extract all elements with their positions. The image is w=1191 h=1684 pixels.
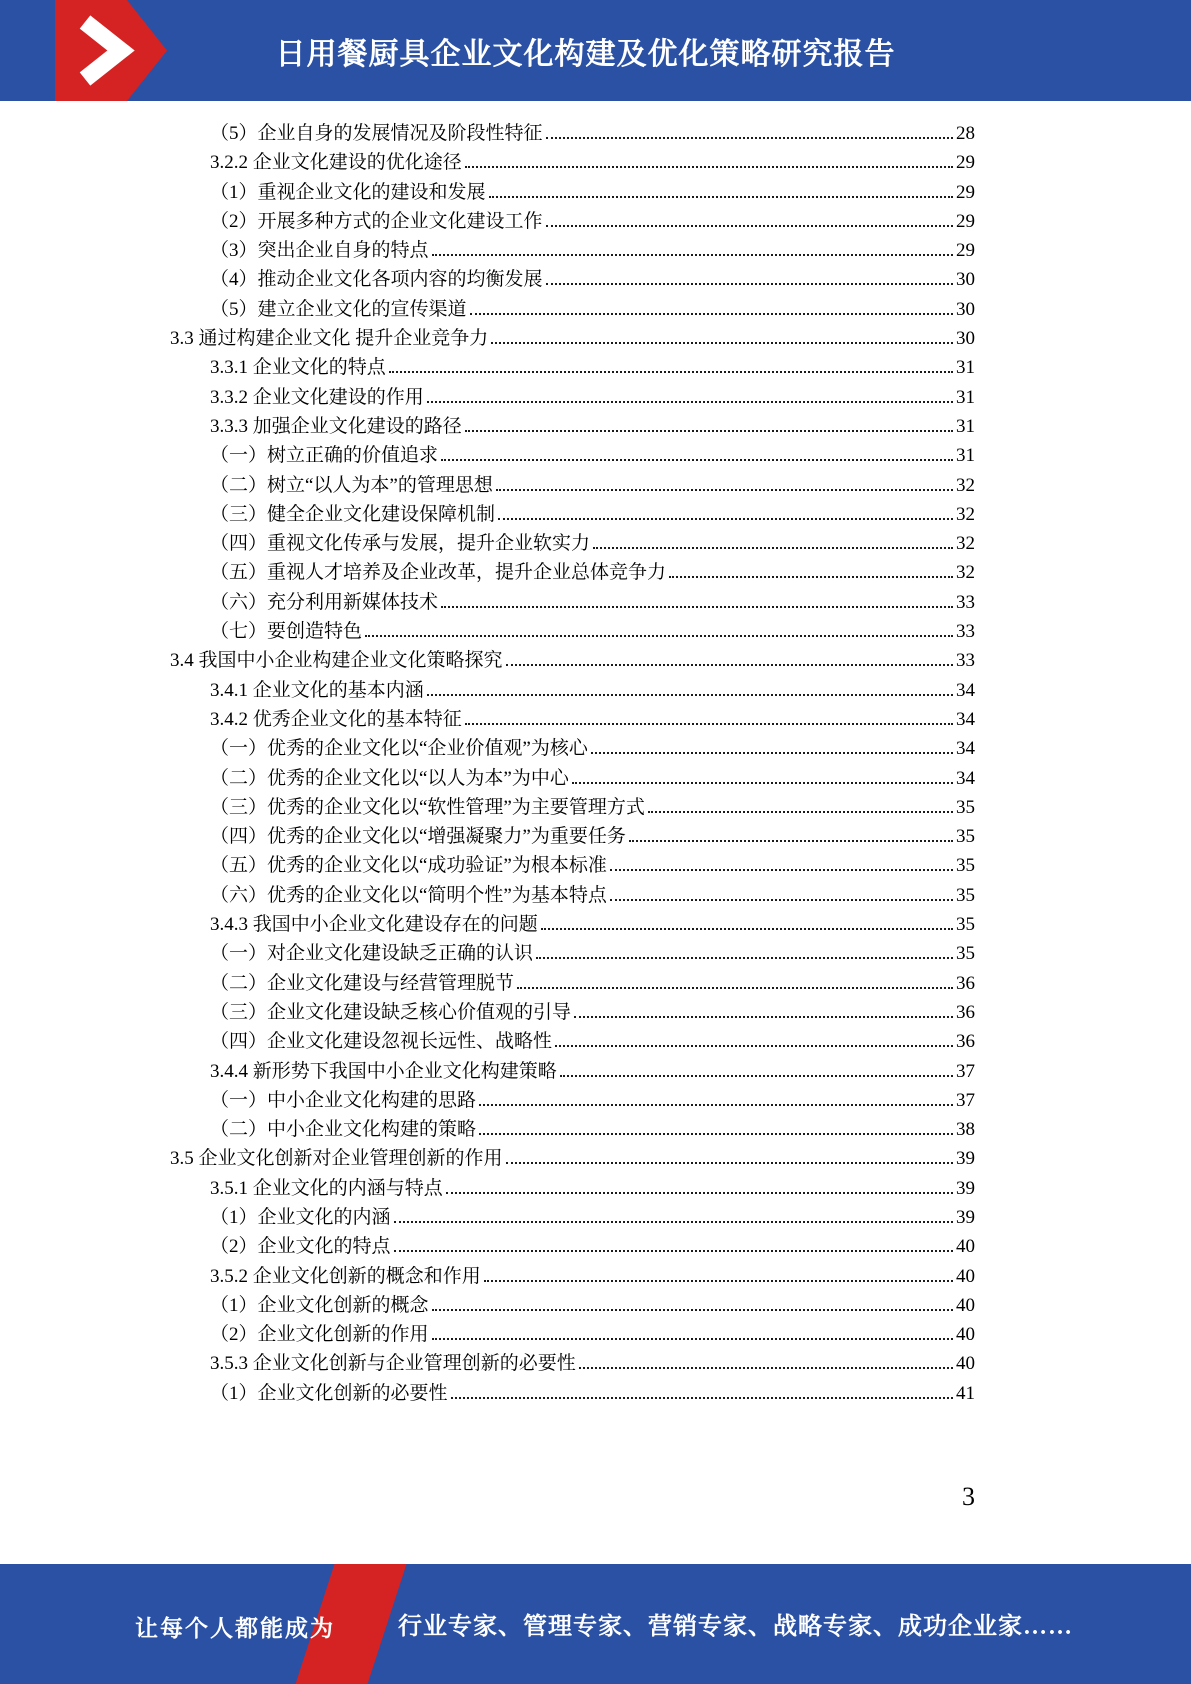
toc-dotted-leader: [610, 869, 953, 871]
toc-entry-label: （一）中小企业文化构建的思路: [210, 1089, 477, 1111]
toc-dotted-leader: [546, 137, 953, 139]
toc-dotted-leader: [465, 166, 953, 168]
toc-dotted-leader: [432, 1309, 953, 1311]
toc-entry: [170, 968, 975, 997]
report-title: 日用餐厨具企业文化构建及优化策略研究报告: [275, 37, 896, 71]
toc-dotted-leader: [579, 1367, 953, 1369]
toc-entry: [170, 206, 975, 235]
toc-entry: [170, 704, 975, 733]
toc-entry-page: 36: [956, 1031, 975, 1053]
toc-entry-page: 28: [956, 123, 975, 144]
toc-entry-page: 29: [956, 210, 975, 232]
toc-entry-page: 30: [956, 269, 975, 291]
toc-entry-label: （1）企业文化创新的概念: [210, 1294, 429, 1316]
toc-entry-label: 3.4.4 新形势下我国中小企业文化构建策略: [210, 1060, 557, 1082]
toc-entry-label: 3.4.3 我国中小企业文化建设存在的问题: [210, 914, 538, 936]
toc-entry: [170, 147, 975, 176]
toc-dotted-leader: [446, 1192, 953, 1194]
toc-dotted-leader: [470, 313, 953, 315]
toc-entry-label: 3.3.2 企业文化建设的作用: [210, 386, 424, 408]
toc-entry-label: （一）对企业文化建设缺乏正确的认识: [210, 943, 534, 965]
toc-dotted-leader: [389, 371, 953, 373]
toc-entry-page: 40: [956, 1353, 975, 1375]
toc-entry: [170, 1056, 975, 1085]
toc-entry-page: 35: [956, 855, 975, 877]
toc-entry: [170, 850, 975, 879]
toc-entry-page: 31: [956, 415, 975, 437]
toc-dotted-leader: [506, 664, 953, 666]
toc-entry: [170, 1085, 975, 1114]
toc-entry-label: （二）中小企业文化构建的策略: [210, 1119, 477, 1141]
toc-entry-label: （1）企业文化的内涵: [210, 1206, 391, 1228]
toc-entry-page: 39: [956, 1148, 975, 1170]
toc-entry-page: 34: [956, 738, 975, 760]
toc-entry-label: （四）优秀的企业文化以“增强凝聚力”为重要任务: [210, 826, 626, 848]
toc-entry-label: （七）要创造特色: [210, 621, 363, 643]
toc-dotted-leader: [572, 782, 953, 784]
toc-entry-page: 29: [956, 240, 975, 262]
toc-dotted-leader: [546, 283, 953, 285]
toc-dotted-leader: [491, 342, 953, 344]
toc-entry: [170, 382, 975, 411]
toc-dotted-leader: [591, 752, 953, 754]
toc-entry: [170, 1143, 975, 1172]
toc-entry-page: 39: [956, 1206, 975, 1228]
toc-entry-page: 29: [956, 152, 975, 174]
toc-entry-page: 36: [956, 972, 975, 994]
toc-entry-page: 39: [956, 1177, 975, 1199]
toc-dotted-leader: [610, 899, 953, 901]
page-footer: [0, 1564, 1191, 1684]
toc-dotted-leader: [489, 196, 953, 198]
toc-entry-label: （四）企业文化建设忽视长远性、战略性: [210, 1031, 553, 1053]
toc-entry-label: 3.3 通过构建企业文化 提升企业竞争力: [170, 328, 489, 350]
toc-entry-label: （五）重视人才培养及企业改革，提升企业总体竞争力: [210, 562, 667, 584]
toc-entry: [170, 733, 975, 762]
toc-dotted-leader: [465, 430, 953, 432]
page-header: [0, 0, 1191, 101]
toc-entry: [170, 1114, 975, 1143]
toc-entry-label: 3.3.3 加强企业文化建设的路径: [210, 415, 462, 437]
toc-entry-page: 32: [956, 562, 975, 584]
toc-entry: [170, 1319, 975, 1348]
toc-entry-label: （一）树立正确的价值追求: [210, 445, 439, 467]
toc-dotted-leader: [629, 840, 953, 842]
toc-dotted-leader: [496, 489, 953, 491]
toc-entry: [170, 1261, 975, 1290]
toc-dotted-leader: [441, 606, 953, 608]
toc-entry-page: 37: [956, 1060, 975, 1082]
toc-entry-page: 33: [956, 621, 975, 643]
toc-entry: [170, 557, 975, 586]
toc-entry: [170, 1378, 975, 1407]
toc-entry: [170, 645, 975, 674]
toc-entry-page: 35: [956, 884, 975, 906]
toc-entry-label: （1）重视企业文化的建设和发展: [210, 181, 486, 203]
footer-slogan-right: 行业专家、管理专家、营销专家、战略专家、成功企业家……: [398, 1614, 1073, 1640]
toc-entry-label: （三）优秀的企业文化以“软性管理”为主要管理方式: [210, 796, 645, 818]
toc-entry-label: （二）企业文化建设与经营管理脱节: [210, 972, 515, 994]
toc-entry-label: （一）优秀的企业文化以“企业价值观”为核心: [210, 738, 588, 760]
toc-dotted-leader: [465, 723, 953, 725]
toc-entry: [170, 763, 975, 792]
toc-dotted-leader: [498, 518, 953, 520]
toc-dotted-leader: [432, 1338, 953, 1340]
toc-entry-label: （三）健全企业文化建设保障机制: [210, 503, 496, 525]
toc-entry-page: 34: [956, 708, 975, 730]
toc-entry-label: （五）优秀的企业文化以“成功验证”为根本标准: [210, 855, 607, 877]
toc-entry-label: （3）突出企业自身的特点: [210, 240, 429, 262]
toc-entry: [170, 499, 975, 528]
toc-entry: [170, 470, 975, 499]
toc-entry-page: 30: [956, 298, 975, 320]
toc-entry-page: 37: [956, 1089, 975, 1111]
toc-dotted-leader: [506, 1162, 953, 1164]
toc-entry-page: 38: [956, 1119, 975, 1141]
toc-entry-page: 35: [956, 796, 975, 818]
toc-entry: [170, 909, 975, 938]
toc-entry-label: （5）企业自身的发展情况及阶段性特征: [210, 123, 543, 144]
footer-slogan-left: 让每个人都能成为: [135, 1615, 335, 1641]
toc-dotted-leader: [427, 694, 953, 696]
toc-entry-page: 41: [956, 1382, 975, 1404]
toc-entry: [170, 440, 975, 469]
toc-entry-page: 35: [956, 826, 975, 848]
toc-entry-label: 3.4.1 企业文化的基本内涵: [210, 679, 424, 701]
chevron-right-icon: [55, 0, 167, 101]
toc-entry: [170, 1173, 975, 1202]
toc-entry-page: 35: [956, 943, 975, 965]
toc-entry-label: 3.5 企业文化创新对企业管理创新的作用: [170, 1148, 503, 1170]
toc-entry: [170, 792, 975, 821]
toc-entry: [170, 411, 975, 440]
toc-entry: [170, 675, 975, 704]
toc-entry-label: （二）优秀的企业文化以“以人为本”为中心: [210, 767, 569, 789]
toc-entry-label: （2）开展多种方式的企业文化建设工作: [210, 210, 543, 232]
toc-list: [170, 118, 975, 1407]
toc-dotted-leader: [365, 635, 953, 637]
toc-entry-label: （1）企业文化创新的必要性: [210, 1382, 448, 1404]
toc-entry-page: 32: [956, 533, 975, 555]
toc-entry-page: 40: [956, 1265, 975, 1287]
toc-dotted-leader: [484, 1280, 953, 1282]
toc-entry-page: 32: [956, 503, 975, 525]
toc-entry-label: 3.5.3 企业文化创新与企业管理创新的必要性: [210, 1353, 576, 1375]
toc-entry: [170, 587, 975, 616]
toc-entry-label: 3.4.2 优秀企业文化的基本特征: [210, 708, 462, 730]
toc-entry: [170, 294, 975, 323]
toc-entry-page: 31: [956, 357, 975, 379]
toc-dotted-leader: [541, 928, 953, 930]
toc-entry: [170, 1202, 975, 1231]
toc-dotted-leader: [593, 547, 953, 549]
toc-entry-label: 3.5.2 企业文化创新的概念和作用: [210, 1265, 481, 1287]
toc-entry-page: 33: [956, 650, 975, 672]
toc-entry-page: 29: [956, 181, 975, 203]
page-number: 3: [962, 1482, 975, 1511]
toc-dotted-leader: [394, 1221, 953, 1223]
toc-entry-label: 3.5.1 企业文化的内涵与特点: [210, 1177, 443, 1199]
toc-entry: [170, 997, 975, 1026]
toc-dotted-leader: [441, 459, 953, 461]
toc-entry-page: 32: [956, 474, 975, 496]
toc-entry: [170, 235, 975, 264]
toc-entry: [170, 1231, 975, 1260]
toc-dotted-leader: [536, 957, 953, 959]
toc-entry: [170, 528, 975, 557]
toc-entry-page: 31: [956, 386, 975, 408]
toc-entry-label: （六）优秀的企业文化以“简明个性”为基本特点: [210, 884, 607, 906]
toc-entry: [170, 264, 975, 293]
toc-dotted-leader: [479, 1104, 953, 1106]
toc-dotted-leader: [427, 401, 953, 403]
toc-dotted-leader: [394, 1250, 953, 1252]
toc-entry-label: （六）充分利用新媒体技术: [210, 591, 439, 613]
toc-entry: [170, 352, 975, 381]
toc-entry: [170, 1026, 975, 1055]
toc-entry: [170, 1290, 975, 1319]
toc-dotted-leader: [669, 576, 953, 578]
toc-entry-label: 3.2.2 企业文化建设的优化途径: [210, 152, 462, 174]
toc-entry: [170, 1348, 975, 1377]
toc-entry: [170, 880, 975, 909]
toc-entry-page: 34: [956, 679, 975, 701]
toc-entry: [170, 177, 975, 206]
toc-entry-page: 40: [956, 1236, 975, 1258]
toc-dotted-leader: [648, 811, 953, 813]
toc-entry-page: 30: [956, 328, 975, 350]
toc-dotted-leader: [560, 1075, 953, 1077]
toc-entry-page: 36: [956, 1001, 975, 1023]
toc-entry-label: （2）企业文化的特点: [210, 1236, 391, 1258]
toc-dotted-leader: [432, 254, 953, 256]
toc-entry: [170, 821, 975, 850]
toc-entry-label: （四）重视文化传承与发展，提升企业软实力: [210, 533, 591, 555]
toc-entry-page: 40: [956, 1324, 975, 1346]
toc-entry: [170, 938, 975, 967]
toc-entry-label: （5）建立企业文化的宣传渠道: [210, 298, 467, 320]
toc-entry-page: 34: [956, 767, 975, 789]
toc-entry: [170, 323, 975, 352]
toc-entry-label: （三）企业文化建设缺乏核心价值观的引导: [210, 1001, 572, 1023]
toc-dotted-leader: [574, 1016, 953, 1018]
toc-entry-label: （4）推动企业文化各项内容的均衡发展: [210, 269, 543, 291]
toc-entry-page: 33: [956, 591, 975, 613]
toc-dotted-leader: [451, 1397, 953, 1399]
toc-entry-label: 3.4 我国中小企业构建企业文化策略探究: [170, 650, 503, 672]
toc-dotted-leader: [517, 987, 953, 989]
toc-entry-page: 35: [956, 914, 975, 936]
toc-entry-page: 31: [956, 445, 975, 467]
toc-dotted-leader: [479, 1133, 953, 1135]
toc-entry-page: 40: [956, 1294, 975, 1316]
toc-dotted-leader: [555, 1045, 953, 1047]
toc-entry: [170, 616, 975, 645]
toc-dotted-leader: [546, 225, 953, 227]
toc-entry-label: （2）企业文化创新的作用: [210, 1324, 429, 1346]
toc-entry: [170, 118, 975, 147]
toc-entry-label: （二）树立“以人为本”的管理思想: [210, 474, 493, 496]
toc-entry-label: 3.3.1 企业文化的特点: [210, 357, 386, 379]
